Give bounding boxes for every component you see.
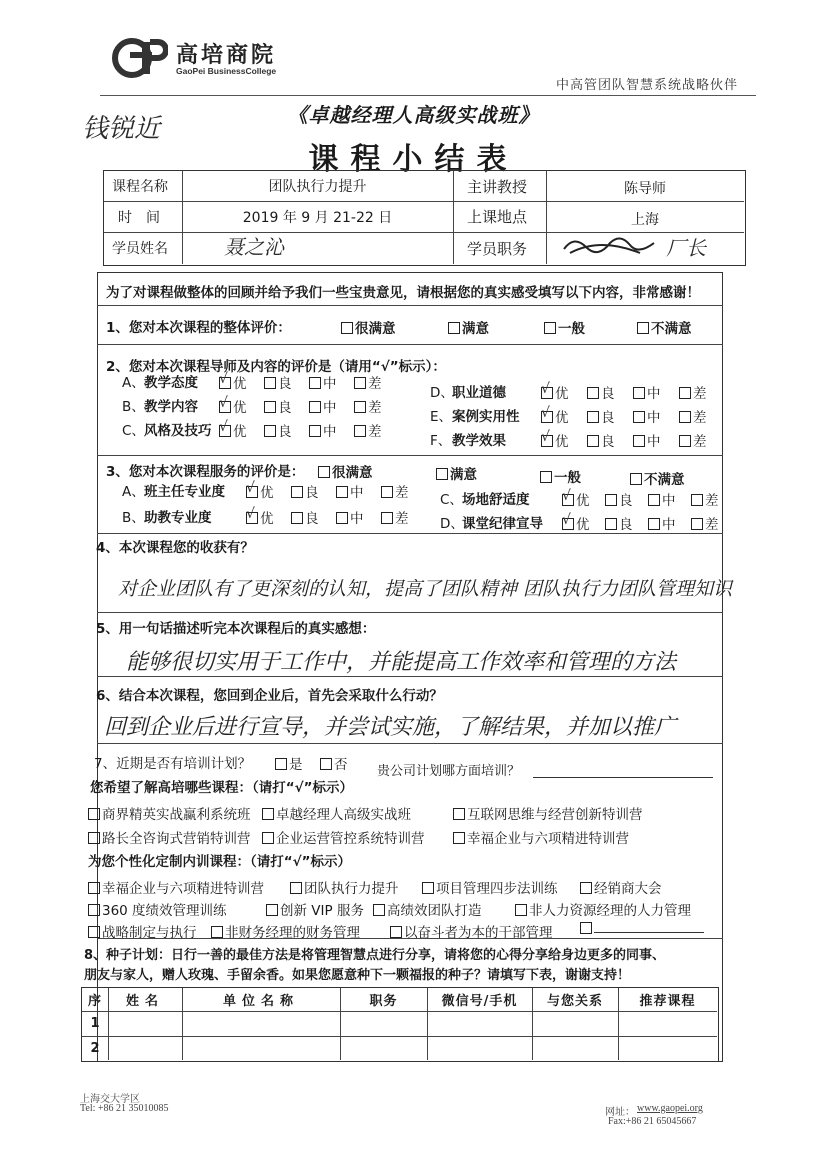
rating-option-0[interactable] [562,513,590,533]
custom-course-label: 幸福企业与六项精进特训营 [102,881,264,897]
rating-option-2[interactable] [633,430,661,450]
q4-answer-handwritten: 对企业团队有了更深刻的认知，提高了团队精神 团队执行力团队管理知识 [118,578,733,600]
checkbox[interactable] [264,377,276,389]
course-option-label: 卓越经理人高级实战班 [276,807,411,823]
course-option[interactable] [453,827,629,847]
checkbox[interactable] [246,506,258,524]
rating-option-1[interactable] [605,489,633,509]
rating-option-0[interactable] [219,396,247,416]
rating-option-3[interactable] [679,406,707,426]
partner-tagline: 中高管团队智慧系统战略伙伴 [556,78,739,93]
checkbox[interactable] [580,882,592,894]
custom-course-option[interactable] [580,877,662,897]
seed-table-cell[interactable] [108,1036,182,1061]
checkbox[interactable] [541,429,553,447]
survey-intro: 为了对课程做整体的回顾并给予我们一些宝贵意见，请根据您的真实感受填写以下内容，非常感谢！ [106,285,700,301]
rating-option-0[interactable] [246,481,274,501]
position-scribble [560,232,680,264]
q1-option-unsatisfied[interactable]: 不满意 [637,317,692,337]
custom-course-label: 经销商大会 [594,881,662,897]
q8-label-line2: 朋友与家人，赠人玫瑰、手留余香。如果您愿意种下一颗福报的种子？请填写下表，谢谢支持！ [84,968,631,983]
rating-option-label: 优 [260,485,274,501]
checkbox[interactable] [88,832,100,844]
course-option-label: 路长全咨询式营销特训营 [102,831,251,847]
q3-option-average[interactable]: 一般 [540,466,581,486]
lecturer-value: 陈导师 [624,181,666,197]
rating-option-label: 优 [233,400,247,416]
checkbox[interactable] [587,411,599,423]
q7-plan-blank[interactable] [533,777,713,778]
checkbox[interactable] [88,882,100,894]
rating-option-label: 差 [395,511,409,527]
seed-table-cell[interactable] [182,1036,340,1061]
checkbox[interactable] [290,882,302,894]
time-value: 2019 年 9 月 21-22 日 [242,209,393,226]
rating-option-label: 差 [395,485,409,501]
checkbox[interactable] [309,401,321,413]
handwritten-name-top: 钱锐近 [82,114,161,144]
rating-option-1[interactable] [264,372,292,392]
checkbox[interactable] [633,387,645,399]
course-subtitle: 《卓越经理人高级实战班》 [287,103,540,127]
rating-item-name: 场地舒适度 [462,492,530,508]
custom-course-option[interactable] [373,899,482,919]
rating-prefix: F、 [430,433,452,449]
checkbox[interactable] [291,486,303,498]
checkbox[interactable] [336,512,348,524]
course-option[interactable] [88,827,251,847]
position-handwritten: 厂长 [666,235,706,260]
rating-option-1[interactable] [587,382,615,402]
rating-option-label: 差 [368,376,382,392]
q2-label: 2、您对本次课程导师及内容的评价是（请用“√”标示）： [106,359,446,375]
checkbox[interactable] [453,808,465,820]
course-name-label: 课程名称 [112,179,168,195]
seed-table-header: 单位名称 [222,994,299,1009]
checkbox[interactable] [275,758,287,770]
seed-table-cell[interactable] [340,1011,427,1036]
footer-tel: Tel: +86 21 35010085 [80,1103,169,1114]
checkbox[interactable] [354,377,366,389]
rating-prefix: B、 [122,510,145,526]
rating-option-label: 良 [619,493,633,509]
seed-table-cell[interactable] [427,1036,532,1061]
seed-table-header: 姓名 [125,994,164,1009]
checkbox[interactable] [544,322,556,334]
q7-label: 7、近期是否有培训计划？ [94,756,252,772]
footer-website-link[interactable]: www.gaopei.org [637,1103,703,1114]
rating-option-0[interactable] [541,406,569,426]
checkbox[interactable] [541,405,553,423]
rating-option-3[interactable] [381,507,409,527]
checkbox[interactable] [291,512,303,524]
rating-item-name: 课堂纪律宣导 [462,516,543,532]
rating-option-label: 优 [555,386,569,402]
footer-web-label: 网址： [605,1107,635,1118]
rating-option-label: 良 [278,424,292,440]
rating-option-2[interactable] [336,481,364,501]
rating-option-1[interactable] [605,513,633,533]
seed-table-cell[interactable] [182,1011,340,1036]
course-option-label: 互联网思维与经营创新特训营 [467,807,643,823]
checkbox[interactable] [246,480,258,498]
seed-table-header: 推荐课程 [639,994,696,1009]
q3-label: 3、您对本次课程服务的评价是： [106,464,305,480]
checkbox[interactable] [88,904,100,916]
checkbox[interactable] [88,926,100,938]
header-divider [100,95,756,96]
checkbox[interactable] [336,486,348,498]
seed-table-header: 序 [87,994,102,1009]
course-option[interactable] [453,803,643,823]
rating-prefix: A、 [122,375,145,391]
checkbox[interactable] [373,904,385,916]
other-course-blank[interactable] [594,932,704,933]
custom-course-label: 战略制定与执行 [102,925,197,941]
rating-option-0[interactable] [219,420,247,440]
checkbox[interactable] [540,471,552,483]
checkbox[interactable] [320,758,332,770]
custom-course-option[interactable] [422,877,558,897]
rating-option-label: 中 [350,485,364,501]
checkbox[interactable] [341,322,353,334]
checkbox[interactable] [630,473,642,485]
seed-table-header: 微信号/手机 [441,994,518,1009]
q6-label: 6、结合本次课程，您回到企业后，首先会采取什么行动？ [96,688,443,704]
rating-option-label: 差 [368,424,382,440]
q4-label: 4、本次课程您的收获有？ [96,540,254,556]
rating-option-2[interactable] [648,489,676,509]
q1-option-average[interactable]: 一般 [544,317,585,337]
rating-item-name: 班主任专业度 [144,484,225,500]
checkbox[interactable] [562,488,574,506]
rating-option-1[interactable] [264,420,292,440]
rating-option-label: 良 [601,386,615,402]
custom-course-option[interactable] [290,877,399,897]
rating-item-name: 教学效果 [452,433,506,449]
q5-label: 5、用一句话描述听完本次课程后的真实感想： [96,621,376,637]
rating-option-label: 良 [278,400,292,416]
rating-option-label: 良 [619,517,633,533]
rating-option-label: 良 [601,434,615,450]
rating-prefix: A、 [122,484,145,500]
place-label: 上课地点 [467,208,528,226]
footer-fax: Fax:+86 21 65045667 [608,1116,697,1127]
rating-item-name: 职业道德 [452,385,506,401]
checkbox[interactable] [381,512,393,524]
checkmark-icon: √ [541,381,550,397]
checkbox[interactable] [219,419,231,437]
rating-option-2[interactable] [336,507,364,527]
rating-option-label: 中 [323,400,337,416]
checkbox[interactable] [515,904,527,916]
checkbox[interactable] [605,518,617,530]
seed-table-cell[interactable] [427,1011,532,1036]
checkbox[interactable] [679,387,691,399]
rating-option-label: 差 [693,386,707,402]
rating-option-label: 差 [693,434,707,450]
checkbox[interactable] [633,411,645,423]
rating-prefix: C、 [122,423,145,439]
rating-option-label: 差 [368,400,382,416]
logo-english-name: GaoPei BusinessCollege [176,66,277,76]
checkbox[interactable] [637,322,649,334]
q7-plan-label: 贵公司计划哪方面培训？ [377,764,521,779]
q3-option-very-satisfied[interactable]: 很满意 [318,461,373,481]
checkbox[interactable] [381,486,393,498]
custom-courses-label: 为您个性化定制内训课程：（请打“√”标示） [88,854,351,870]
lecturer-label: 主讲教授 [467,177,528,196]
rating-prefix: B、 [122,399,145,415]
seed-table-header: 职务 [369,994,398,1009]
q1-option-very-satisfied[interactable]: 很满意 [341,317,396,337]
q1-option-satisfied[interactable]: 满意 [448,317,489,337]
checkbox[interactable] [309,425,321,437]
rating-option-label: 中 [647,386,661,402]
checkmark-icon: √ [562,512,571,528]
position-label: 学员职务 [467,239,528,258]
rating-option-3[interactable] [354,396,382,416]
course-info-table [103,170,746,266]
q3-option-satisfied[interactable]: 满意 [436,463,477,483]
custom-course-option[interactable] [390,921,553,941]
checkbox[interactable] [354,425,366,437]
rating-option-label: 良 [601,410,615,426]
rating-option-label: 优 [233,376,247,392]
rating-option-label: 优 [555,410,569,426]
rating-option-1[interactable] [291,481,319,501]
rating-prefix: E、 [430,409,453,425]
rating-option-label: 中 [323,424,337,440]
rating-option-label: 良 [305,511,319,527]
rating-option-label: 中 [647,410,661,426]
checkbox[interactable] [264,425,276,437]
checkbox[interactable] [219,395,231,413]
checkbox[interactable] [262,832,274,844]
rating-option-label: 优 [576,517,590,533]
custom-course-option[interactable] [211,921,360,941]
checkbox[interactable] [587,387,599,399]
checkbox[interactable] [580,922,592,934]
rating-option-label: 中 [662,493,676,509]
checkmark-icon: √ [219,419,228,435]
custom-course-label: 非人力资源经理的人力管理 [529,903,691,919]
seed-plan-table [81,987,719,1062]
checkbox[interactable] [691,518,703,530]
checkbox[interactable] [309,377,321,389]
rating-option-label: 良 [278,376,292,392]
checkbox[interactable] [633,435,645,447]
checkbox[interactable] [266,904,278,916]
custom-course-label: 非财务经理的财务管理 [225,925,360,941]
custom-course-option[interactable] [88,921,197,941]
rating-item-name: 风格及技巧 [144,423,212,439]
rating-option-2[interactable] [309,396,337,416]
checkbox[interactable] [562,512,574,530]
rating-item-name: 教学内容 [144,399,198,415]
rating-option-label: 中 [350,511,364,527]
custom-course-option[interactable] [515,899,691,919]
rating-item-name: 助教专业度 [144,510,212,526]
checkbox[interactable] [262,808,274,820]
seed-table-row-number: 2 [90,1041,100,1056]
checkbox[interactable] [264,401,276,413]
rating-option-1[interactable] [291,507,319,527]
seed-table-cell[interactable] [108,1011,182,1036]
q7-no-option[interactable]: 否 [320,753,348,773]
course-option-label: 企业运营管控系统特训营 [276,831,425,847]
custom-course-option[interactable] [88,899,227,919]
checkbox[interactable] [691,494,703,506]
checkmark-icon: √ [219,395,228,411]
checkbox[interactable] [448,322,460,334]
custom-course-option[interactable] [88,877,264,897]
rating-option-0[interactable] [541,382,569,402]
rating-item-name: 案例实用性 [452,409,520,425]
q7-yes-option[interactable]: 是 [275,753,303,773]
rating-option-label: 优 [555,434,569,450]
logo-chinese-name: 高培商院 [176,43,277,68]
rating-option-3[interactable] [354,420,382,440]
checkbox[interactable] [211,926,223,938]
rating-option-0[interactable] [246,507,274,527]
checkmark-icon: √ [541,429,550,445]
seed-table-cell[interactable] [618,1011,717,1036]
checkmark-icon: √ [541,405,550,421]
seed-table-cell[interactable] [532,1036,618,1061]
seed-table-row-number: 1 [90,1016,100,1031]
checkbox[interactable] [390,926,402,938]
q5-answer-handwritten: 能够很切实用于工作中，并能提高工作效率和管理的方法 [126,650,677,675]
course-option[interactable] [262,827,425,847]
custom-course-option[interactable] [580,921,704,937]
custom-course-option[interactable] [266,899,364,919]
rating-option-2[interactable] [648,513,676,533]
rating-prefix: D、 [440,516,464,532]
course-option-label: 幸福企业与六项精进特训营 [467,831,629,847]
rating-option-label: 差 [693,410,707,426]
checkbox[interactable] [436,468,448,480]
rating-option-0[interactable] [562,489,590,509]
rating-option-label: 优 [576,493,590,509]
checkmark-icon: √ [246,506,255,522]
rating-prefix: C、 [440,492,463,508]
checkmark-icon: √ [219,371,228,387]
rating-option-0[interactable] [541,430,569,450]
checkbox[interactable] [453,832,465,844]
courses-label: 您希望了解高培哪些课程：（请打“√”标示） [90,780,353,796]
place-value: 上海 [631,211,659,228]
seed-table-header: 与您关系 [546,994,603,1009]
rating-option-2[interactable] [633,382,661,402]
rating-option-1[interactable] [587,406,615,426]
rating-option-label: 中 [647,434,661,450]
rating-option-label: 中 [662,517,676,533]
course-option[interactable] [88,803,251,823]
checkbox[interactable] [354,401,366,413]
footer-address: 上海交大学区 [80,1094,140,1105]
rating-option-1[interactable] [264,396,292,416]
rating-option-label: 良 [305,485,319,501]
rating-option-2[interactable] [633,406,661,426]
checkbox[interactable] [679,411,691,423]
student-name-handwritten: 聂之沁 [224,234,284,259]
rating-option-3[interactable] [691,513,719,533]
rating-option-0[interactable] [219,372,247,392]
custom-course-label: 以奋斗者为本的干部管理 [404,925,553,941]
rating-option-2[interactable] [309,372,337,392]
checkbox[interactable] [422,882,434,894]
rating-prefix: D、 [430,385,454,401]
rating-option-2[interactable] [309,420,337,440]
rating-option-1[interactable] [587,430,615,450]
rating-option-label: 差 [705,517,719,533]
q8-label: 8、种子计划：日行一善的最佳方法是将管理智慧点进行分享，请将您的心得分享给身边更多的同事、 [84,948,666,963]
checkbox[interactable] [648,518,660,530]
seed-table-cell[interactable] [618,1036,717,1061]
q6-answer-handwritten: 回到企业后进行宣导，并尝试实施，了解结果，并加以推广 [104,715,677,740]
rating-option-3[interactable] [679,382,707,402]
custom-course-label: 创新 VIP 服务 [280,903,364,919]
checkbox[interactable] [605,494,617,506]
checkbox[interactable] [88,808,100,820]
checkbox[interactable] [541,381,553,399]
checkbox[interactable] [219,371,231,389]
rating-option-3[interactable] [679,430,707,450]
rating-option-3[interactable] [354,372,382,392]
rating-option-label: 差 [705,493,719,509]
custom-course-label: 360 度绩效管理训练 [102,903,227,919]
custom-course-label: 高绩效团队打造 [387,903,482,919]
time-label: 时 间 [118,209,160,226]
checkbox[interactable] [679,435,691,447]
course-name-value: 团队执行力提升 [268,179,367,195]
rating-option-3[interactable] [691,489,719,509]
custom-course-label: 项目管理四步法训练 [436,881,558,897]
checkbox[interactable] [587,435,599,447]
rating-option-3[interactable] [381,481,409,501]
checkbox[interactable] [318,466,330,478]
gaopei-logo-icon [112,38,168,78]
course-option[interactable] [262,803,411,823]
rating-option-label: 优 [260,511,274,527]
q1-label: 1、您对本次课程的整体评价： [106,320,291,336]
course-option-label: 商界精英实战赢利系统班 [102,807,251,823]
student-name-label: 学员姓名 [112,241,168,257]
seed-table-cell[interactable] [340,1036,427,1061]
checkmark-icon: √ [562,488,571,504]
rating-option-label: 中 [323,376,337,392]
rating-option-label: 优 [233,424,247,440]
checkbox[interactable] [648,494,660,506]
custom-course-label: 团队执行力提升 [304,881,399,897]
seed-table-cell[interactable] [532,1011,618,1036]
page-title: 课程小结表 [308,142,519,177]
checkmark-icon: √ [246,480,255,496]
rating-item-name: 教学态度 [144,375,198,391]
q3-option-unsatisfied[interactable]: 不满意 [630,468,685,488]
